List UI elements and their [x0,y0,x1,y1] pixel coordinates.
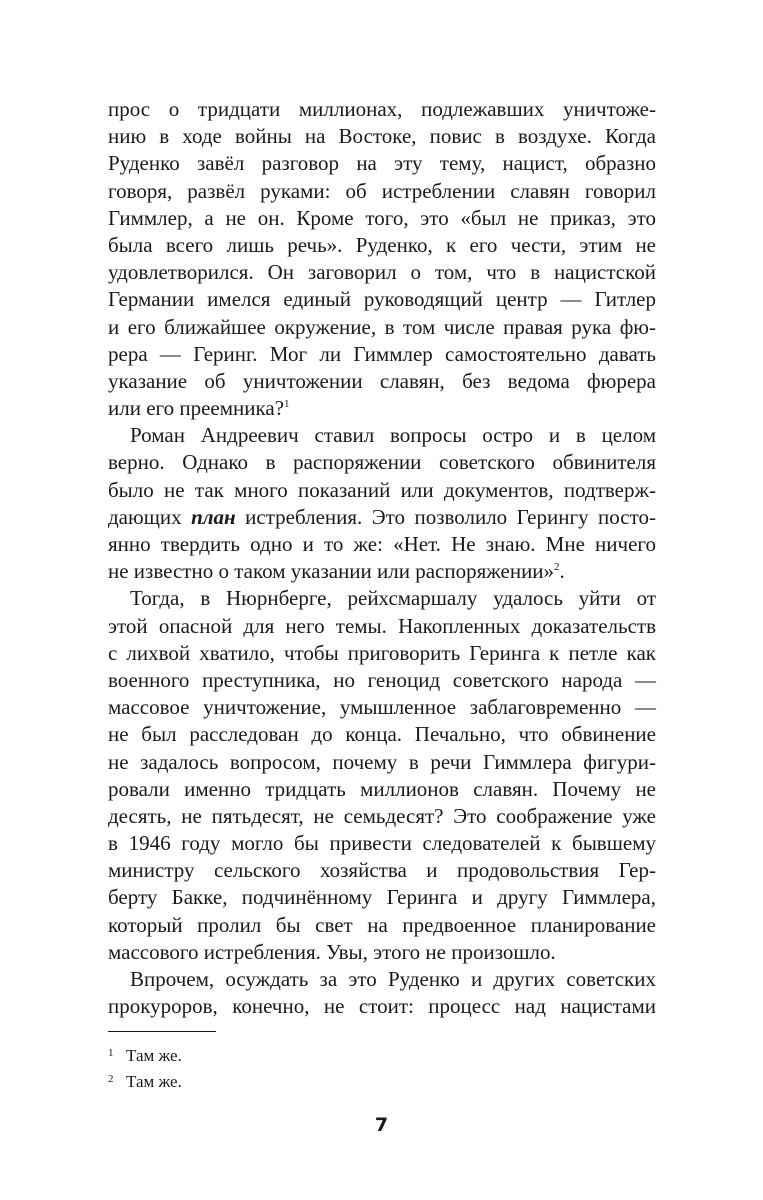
text-line: говоря, развёл руками: об истреблении славян говорил [108,178,656,203]
footnote-2 [108,1066,656,1092]
text-line: министру сельского хозяйства и продовольствия Гер- [108,858,656,883]
text-line: Германии имелся единый руководящий центр — Гитлер [108,287,656,312]
footnote-ref-2[interactable]: 2 [554,561,560,574]
line-text: дающих [108,504,192,529]
text-line: десять, не пятьдесят, не семьдесят? Это соображение уже [108,803,656,828]
line-text: . [559,559,565,584]
text-line: была всего лишь речь». Руденко, к его чести, этим не [108,232,656,257]
text-line: прокуроров, конечно, не стоит: процесс над нацистами [108,994,656,1019]
text-line: и его ближайшее окружение, в том числе правая рука фю- [108,314,656,339]
text-line: ровали именно тридцать миллионов славян. Почему не [108,776,656,801]
text-line: который пролил бы свет на предвоенное планирование [108,912,656,937]
text-line: янно твердить одно и то же: «Нет. Не знаю. Мне ничего [108,532,656,556]
text-line [108,395,656,422]
footnote-divider [108,1031,216,1032]
footnotes [108,1040,656,1092]
text-line: было не так много показаний или документов, подтверж- [108,477,656,502]
line-text: не известно о таком указании или распоряжении» [108,559,555,584]
text-line: Гиммлер, а не он. Кроме того, это «был не приказ, это [108,205,656,230]
text-line: военного преступника, но геноцид советского народа — [108,667,656,692]
text-line: указание об уничтожении славян, без ведома фюрера [108,368,656,393]
emphasized-word: план [191,504,236,529]
text-line: рера — Геринг. Мог ли Гиммлер самостоятельно давать [108,341,656,366]
footnote-1 [108,1040,656,1066]
line-text: истребления. Это позволило Герингу посто- [235,504,657,529]
text-line: массовое уничтожение, умышленное заблаговременно — [108,695,656,720]
text-line: нию в ходе войны на Востоке, повис в воздухе. Когда [108,124,656,149]
text-line: этой опасной для него темы. Накопленных доказательств [108,613,656,638]
text-line: удовлетворился. Он заговорил о том, что в нацистской [108,260,656,285]
text-line: прос о тридцати миллионах, подлежавших уничтоже- [108,97,656,121]
line-text: или его преемника? [108,396,285,421]
page-number: 7 [374,1114,389,1136]
text-line: берту Бакке, подчинённому Геринга и другу Гиммлера, [108,885,656,910]
text-line: Руденко завёл разговор на эту тему, нацист, образно [108,151,656,176]
text-line: массового истребления. Увы, этого не произошло. [108,939,556,964]
main-text [108,96,656,1020]
text-line: не был расследован до конца. Печально, что обвинение [108,722,656,747]
text-line: Тогда, в Нюрнберге, рейхсмаршалу удалось уйти от [130,586,656,611]
text-line: Роман Андреевич ставил вопросы остро и в целом [130,423,656,448]
text-line: в 1946 году могло бы привести следователей к бывшему [108,831,656,856]
footnote-mark: 1 [108,1047,114,1059]
text-line: верно. Однако в распоряжении советского обвинителя [108,450,656,475]
footnote-text: Там же. [126,1046,182,1065]
text-line: с лихвой хватило, чтобы приговорить Геринга к петле как [108,640,656,665]
footnote-text: Там же. [126,1072,182,1091]
footnote-ref-1[interactable]: 1 [284,398,290,411]
footnote-mark: 2 [108,1073,114,1085]
text-line [108,558,656,585]
text-line [108,504,656,531]
text-line: не задалось вопросом, почему в речи Гиммлера фигури- [108,749,656,774]
text-line: Впрочем, осуждать за это Руденко и других советских [130,967,656,991]
